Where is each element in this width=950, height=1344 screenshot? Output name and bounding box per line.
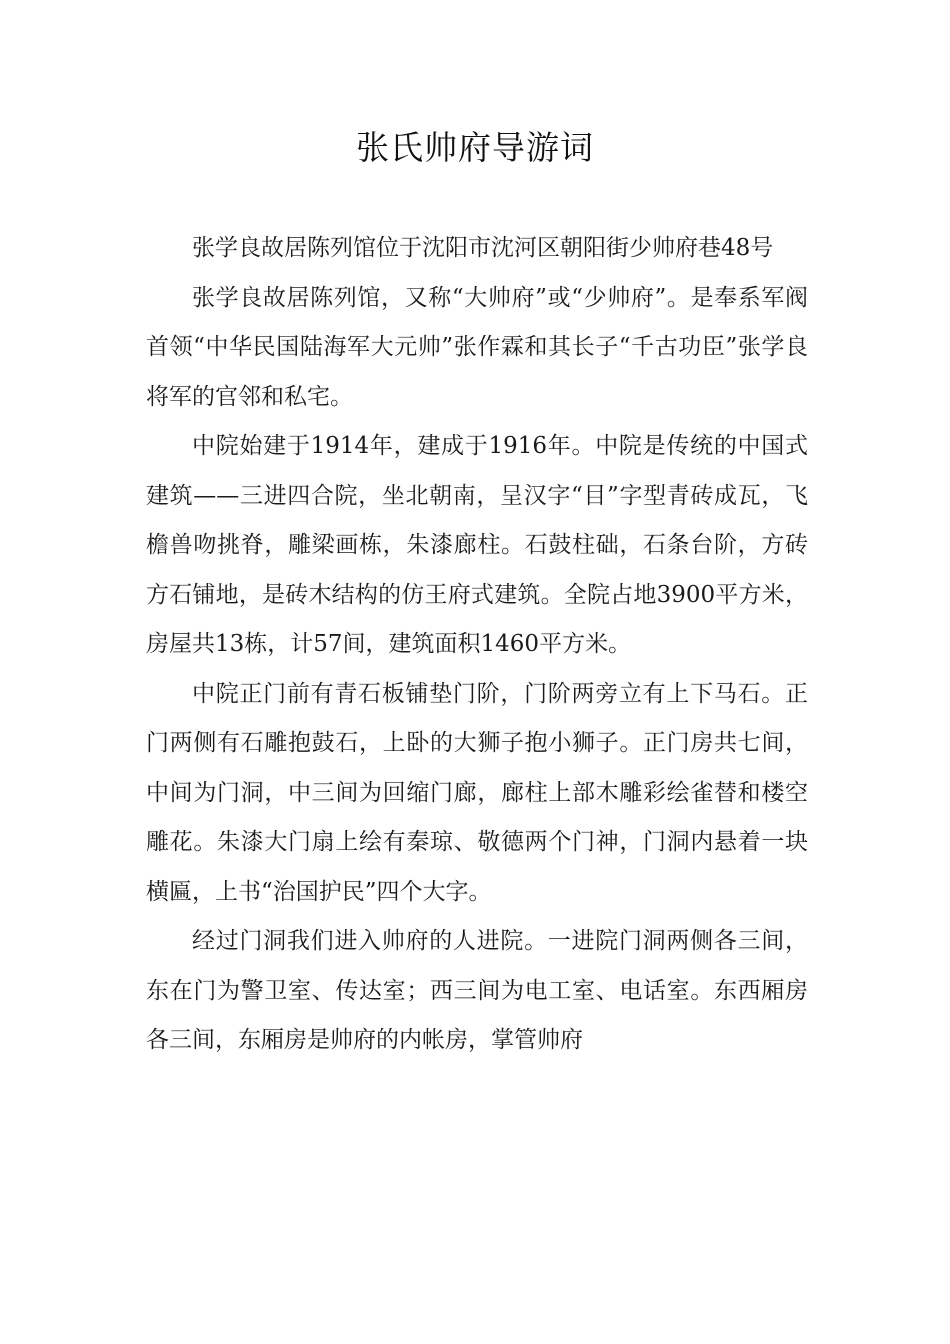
paragraph: 经过门洞我们进入帅府的人进院。一进院门洞两侧各三间，东在门为警卫室、传达室；西三间为电工室、电话室。东西厢房各三间，东厢房是帅府的内帐房，掌管帅府: [146, 928, 808, 1053]
paragraph: 中院始建于1914年，建成于1916年。中院是传统的中国式建筑——三进四合院，坐北朝南，呈汉字“目”字型青砖成瓦，飞檐兽吻挑脊，雕梁画栋，朱漆廊柱。石鼓柱础，石条台阶，方砖方石铺地，是砖木结构的仿王府式建筑。全院占地3900平方米，房屋共13栋，计57间，建筑面积1460平方米。: [146, 433, 808, 657]
document-body: [146, 224, 808, 1066]
paragraph: 张学良故居陈列馆，又称“大帅府”或“少帅府”。是奉系军阀首领“中华民国陆海军大元帅”张作霖和其长子“千古功臣”张学良将军的官邻和私宅。: [146, 284, 808, 410]
paragraph: 中院正门前有青石板铺垫门阶，门阶两旁立有上下马石。正门两侧有石雕抱鼓石，上卧的大狮子抱小狮子。正门房共七间，中间为门洞，中三间为回缩门廊，廊柱上部木雕彩绘雀替和楼空雕花。朱漆大门扇上绘有秦琼、敬德两个门神，门洞内悬着一块横匾，上书“治国护民”四个大字。: [146, 680, 808, 905]
document-title: 张氏帅府导游词: [356, 128, 594, 167]
paragraph: 张学良故居陈列馆位于沈阳市沈河区朝阳街少帅府巷48号: [192, 235, 774, 261]
